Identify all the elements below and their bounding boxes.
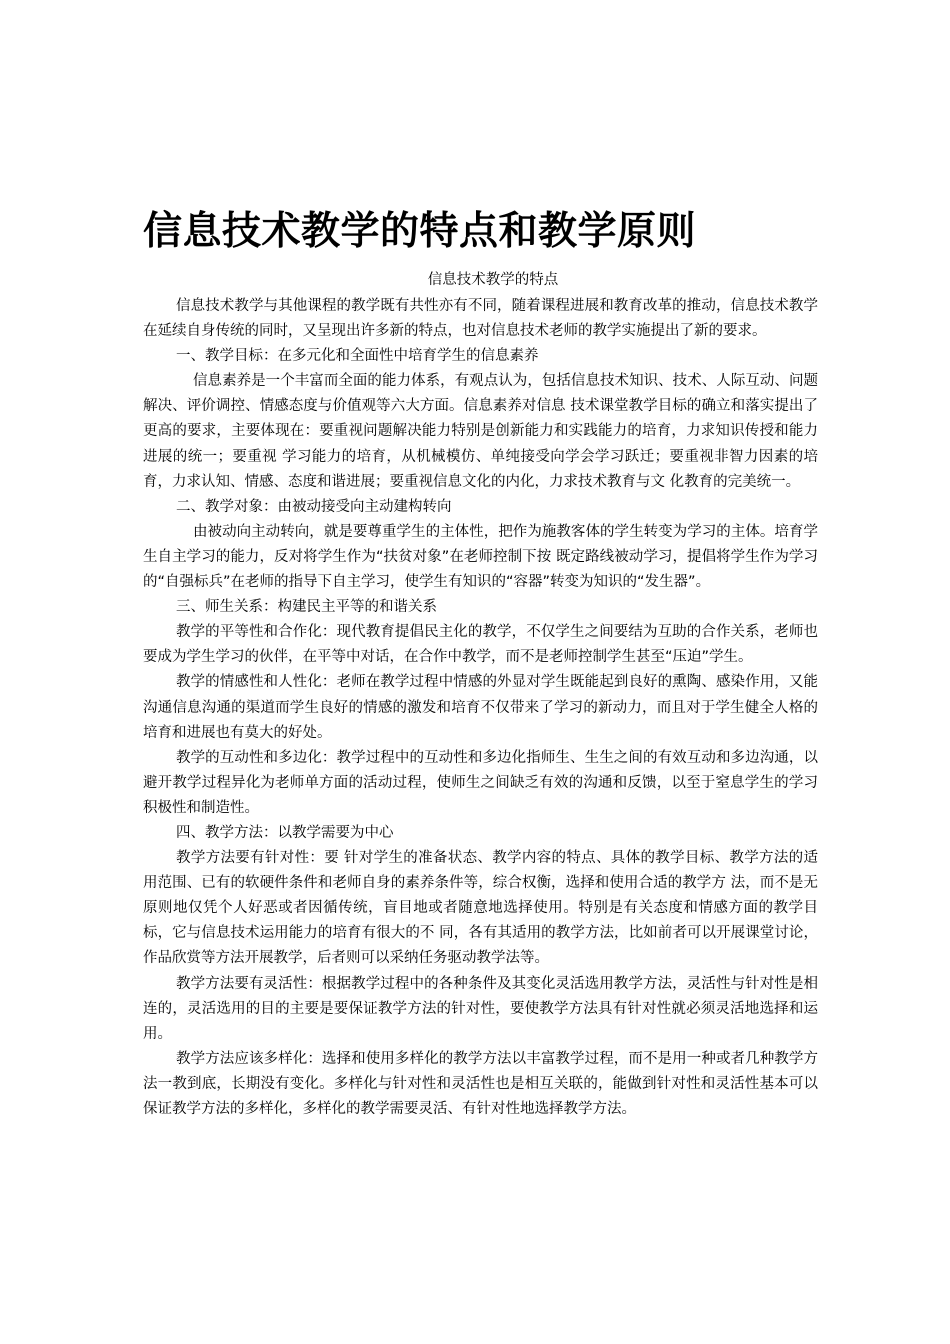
section-heading-goals: 一、教学目标：在多元化和全面性中培育学生的信息素养 xyxy=(176,348,539,365)
paragraph-equality: 教学的平等性和合作化：现代教育提倡民主化的教学，不仅学生之间要结为互助的合作关系，老师也要成为学生学习的伙伴，在平等中对话，在合作中教学，而不是老师控制学生甚至“压迫”学生。 xyxy=(143,624,818,666)
paragraph-targeted-methods: 教学方法要有针对性：要 针对学生的准备状态、教学内容的特点、具体的教学目标、教学方法的适用范围、已有的软硬件条件和老师自身的素养条件等，综合权衡，选择和使用合适的教学方 法，而不是无原则地仅凭个人好恶或者因循传统，盲目地或者随意地选择使用。特别是有关态度和情感方面的教学目标，它与信息技术运用能力的培育有很大的不 同，各有其适用的教学方法，比如前者可以开展课堂讨论，作品欣赏等方法开展教学，后者则可以采纳任务驱动教学法等。 xyxy=(143,850,818,967)
document-title: 信息技术教学的特点和教学原则 xyxy=(143,209,697,254)
paragraph-emotion: 教学的情感性和人性化：老师在教学过程中情感的外显对学生既能起到良好的熏陶、感染作用，又能沟通信息沟通的渠道而学生良好的情感的激发和培育不仅带来了学习的新动力，而且对于学生健全人格的培育和进展也有莫大的好处。 xyxy=(143,674,818,741)
section-heading-relationship: 三、师生关系：构建民主平等的和谐关系 xyxy=(176,599,437,616)
paragraph-diverse-methods: 教学方法应该多样化：选择和使用多样化的教学方法以丰富教学过程，而不是用一种或者几种教学方法一教到底，长期没有变化。多样化与针对性和灵活性也是相互关联的，能做到针对性和灵活性基本可以保证教学方法的多样化，多样化的教学需要灵活、有针对性地选择教学方法。 xyxy=(143,1050,818,1117)
paragraph-flexible-methods: 教学方法要有灵活性：根据教学过程中的各种条件及其变化灵活选用教学方法，灵活性与针对性是相连的，灵活选用的目的主要是要保证教学方法的针对性，要使教学方法具有针对性就必须灵活地选择和运用。 xyxy=(143,975,818,1042)
section-subtitle: 信息技术教学的特点 xyxy=(427,272,559,288)
document-body xyxy=(143,294,818,1122)
section-heading-learners: 二、教学对象：由被动接受向主动建构转向 xyxy=(176,498,452,515)
intro-paragraph: 信息技术教学与其他课程的教学既有共性亦有不同，随着课程进展和教育改革的推动，信息技术教学在延续自身传统的同时，又呈现出许多新的特点，也对信息技术老师的教学实施提出了新的要求。 xyxy=(143,298,818,340)
section-heading-methods: 四、教学方法：以教学需要为中心 xyxy=(176,824,394,841)
paragraph-info-literacy: 信息素养是一个丰富而全面的能力体系，有观点认为，包括信息技术知识、技术、人际互动、问题解决、评价调控、情感态度与价值观等六大方面。信息素养对信息 技术课堂教学目标的确立和落实提出了更高的要求，主要体现在：要重视问题解决能力特别是创新能力和实践能力的培育，力求知识传授和能力进展的统一；要重视 学习能力的培育，从机械模仿、单纯接受向学会学习跃迁；要重视非智力因素的培育，力求认知、情感、态度和谐进展；要重视信息文化的内化，力求技术教育与文 化教育的完美统一。 xyxy=(143,373,818,490)
paragraph-interaction: 教学的互动性和多边化：教学过程中的互动性和多边化指师生、生生之间的有效互动和多边沟通，以避开教学过程异化为老师单方面的活动过程，使师生之间缺乏有效的沟通和反馈，以至于窒息学生的学习积极性和制造性。 xyxy=(143,749,818,816)
paragraph-active-learning: 由被动向主动转向，就是要尊重学生的主体性，把作为施教客体的学生转变为学习的主体。培育学生自主学习的能力，反对将学生作为“扶贫对象”在老师控制下按 既定路线被动学习，提倡将学生作为学习的“自强标兵”在老师的指导下自主学习，使学生有知识的“容器”转变为知识的“发生器”。 xyxy=(143,523,818,591)
